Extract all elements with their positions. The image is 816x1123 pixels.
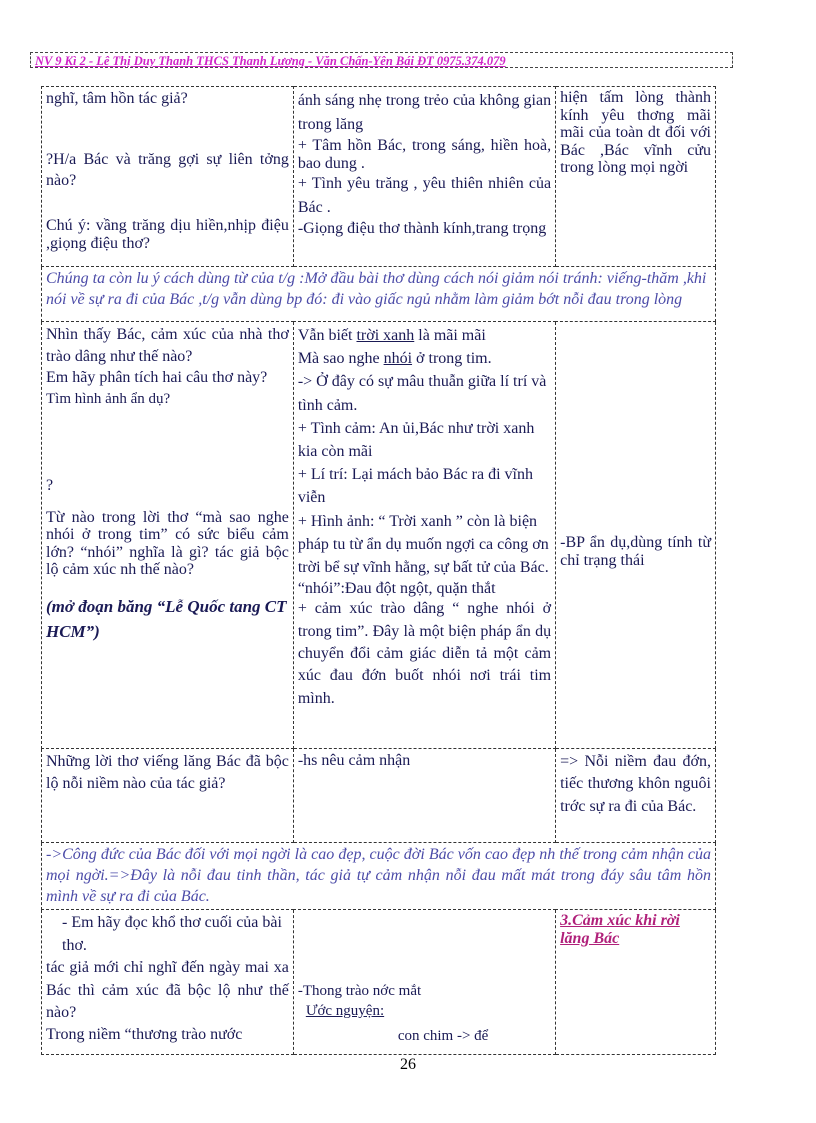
poem-text: ở trong tim. (412, 350, 492, 368)
table-row (42, 87, 716, 267)
answer-text: + Hình ảnh: “ Trời xanh ” còn là biện pháp tu từ ẩn dụ muốn ngợi ca công ơn trời bể sự vĩnh hằng, sự bất tử của Bác. (297, 512, 549, 576)
poem-text: là mãi mãi (414, 327, 486, 344)
question-text: nghĩ, tâm hồn tác giả? (46, 90, 188, 107)
poem-text: Vẫn biết (297, 327, 357, 344)
answer-text: “nhói”:Đau đột ngột, quặn thắt (297, 580, 496, 598)
section-heading: 3.Cảm xúc khi rời lăng Bác (560, 912, 680, 947)
summary-text: hiện tấm lòng thành kính yêu thơng mãi mãi của toàn dt đối với Bác ,Bác vĩnh cửu trong lòng mọi ngời (560, 89, 711, 177)
header-phone: ĐT 0975.374.079 (413, 54, 506, 68)
answer-cell (293, 749, 555, 843)
table-row (42, 749, 716, 843)
note-row (42, 267, 716, 322)
answer-text: + Lí trí: Lại mách bảo Bác ra đi vĩnh viễn (297, 466, 533, 507)
question-cell (42, 322, 294, 749)
question-text: - Em hãy đọc khổ thơ cuối của bài thơ. (62, 914, 282, 954)
page-header (30, 52, 733, 68)
answer-text: + cảm xúc trào dâng “ nghe nhói ở trong tim”. Đây là một biện pháp ẩn dụ chuyển đổi cảm giác diễn tả một cảm xúc đau đớn buốt nhói nơi trái tim mình. (297, 600, 552, 707)
question-text: ? (46, 476, 54, 494)
question-text: Chú ý: vầng trăng dịu hiền,nhịp điệu ,giọng điệu thơ? (46, 217, 289, 252)
answer-text: + Tình cảm: An ủi,Bác như trời xanh kia còn mãi (297, 419, 535, 460)
answer-text: + Tình yêu trăng , yêu thiên nhiên của Bác . (297, 175, 552, 217)
summary-cell (556, 749, 716, 843)
answer-text: -Thong trào nớc mắt (297, 983, 422, 1000)
answer-text: -hs nêu cảm nhận (297, 752, 411, 769)
question-text: Em hãy phân tích hai câu thơ này? (46, 369, 268, 387)
table-row (42, 322, 716, 749)
table-row (42, 910, 716, 1055)
note-row (42, 843, 716, 910)
answer-cell (293, 322, 555, 749)
summary-cell (556, 910, 716, 1055)
question-cell (42, 87, 294, 267)
answer-text: -> Ở đây có sự mâu thuẫn giữa lí trí và tình cảm. (297, 373, 547, 414)
answer-text: ánh sáng nhẹ trong trẻo của không gian trong lăng (297, 92, 552, 133)
question-text: Tìm hình ảnh ẩn dụ? (46, 390, 171, 407)
header-author: NV 9 Kì 2 - Lê Thị Duy Thanh THCS Thanh Lương (35, 54, 305, 68)
answer-heading: Ước nguyện: (305, 1002, 385, 1019)
summary-text: -BP ẩn dụ,dùng tính từ chỉ trạng thái (560, 534, 711, 569)
header-location: - Văn Chấn-Yên Bái (304, 54, 414, 68)
summary-text: => Nỗi niềm đau đớn, tiếc thương khôn nguôi trớc sự ra đi của Bác. (560, 753, 711, 815)
note-text: Chúng ta còn lu ý cách dùng từ của t/g :Mở đầu bài thơ dùng cách nói giảm nói tránh: viếng-thăm ,khi nói về sự ra đi của Bác ,t/g vẫn dùng bp đó: đi vào giấc ngủ nhằm làm giảm bớt nỗi đau trong lòng (42, 267, 716, 322)
answer-text: + Tâm hồn Bác, trong sáng, hiền hoà, bao dung . (297, 137, 552, 172)
answer-text: con chim -> để (397, 1028, 489, 1045)
media-note: (mở đoạn băng “Lễ Quốc tang CT HCM”) (46, 596, 287, 641)
answer-cell (293, 87, 555, 267)
answer-text: -Giọng điệu thơ thành kính,trang trọng (297, 220, 547, 238)
question-text: tác giả mới chỉ nghĩ đến ngày mai xa Bác thì cảm xúc đã bộc lộ như thế nào? (46, 959, 289, 1021)
page-number: 26 (400, 1056, 416, 1073)
poem-keyword: nhói (383, 350, 413, 368)
question-text: Trong niềm “thương trào nước (46, 1026, 243, 1044)
question-text: Những lời thơ viếng lăng Bác đã bộc lộ nỗi niềm nào của tác giả? (46, 753, 289, 793)
lesson-table (41, 86, 716, 1055)
question-text: Nhìn thấy Bác, cảm xúc của nhà thơ trào dâng như thế nào? (46, 326, 289, 365)
question-text: ?H/a Bác và trăng gợi sự liên tởng nào? (46, 150, 289, 189)
question-cell (42, 749, 294, 843)
question-text: Từ nào trong lời thơ “mà sao nghe nhói ở trong tim” có sức biểu cảm lớn? “nhói” nghĩa là gì? tác giả bộc lộ cảm xúc nh thế nào? (46, 508, 289, 579)
poem-text: Mà sao nghe (297, 350, 384, 368)
poem-keyword: trời xanh (356, 327, 415, 344)
summary-cell (556, 87, 716, 267)
answer-cell (293, 910, 555, 1055)
note-text: ->Công đức của Bác đối với mọi ngời là cao đẹp, cuộc đời Bác vốn cao đẹp nh thế trong cảm nhận của mọi ngời.=>Đây là nỗi đau tinh thần, tác giả tự cảm nhận nỗi đau mất mát trong đáy sâu tâm hồn mình về sự ra đi của Bác. (42, 843, 716, 910)
question-cell (42, 910, 294, 1055)
summary-cell (556, 322, 716, 749)
